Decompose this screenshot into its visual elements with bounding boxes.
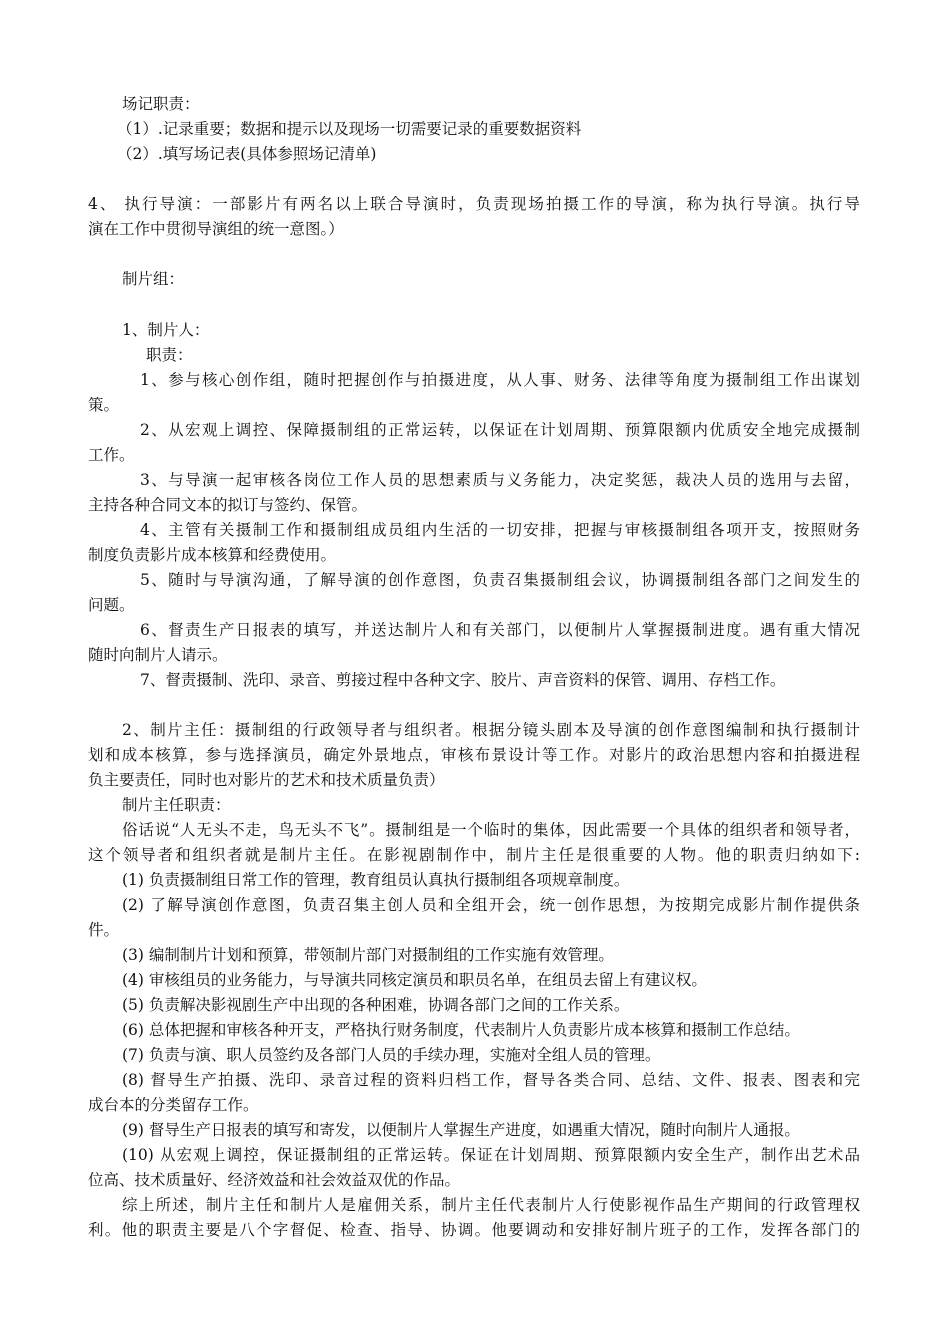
producer-duty-2-line-1: 2、从宏观上调控、保障摄制组的正常运转，以保证在计划周期、预算限额内优质安全地完成摄制 (140, 421, 860, 439)
dop-item-2-line-2: 件。 (88, 921, 120, 939)
exec-director-line-1: 4、 执行导演：一部影片有两名以上联合导演时，负责现场拍摄工作的导演，称为执行导演。执行导 (88, 195, 860, 213)
dop-item-3: (3) 编制制片计划和预算，带领制片部门对摄制组的工作实施有效管理。 (122, 946, 614, 964)
producer-duty-6-line-2: 随时向制片人请示。 (88, 646, 228, 664)
dop-item-10-line-1: (10) 从宏观上调控，保证摄制组的正常运转。保证在计划周期、预算限额内安全生产，制作出艺术品 (122, 1146, 860, 1164)
producer-duty-4-line-2: 制度负责影片成本核算和经费使用。 (88, 546, 337, 564)
producer-duty-1-line-2: 策。 (88, 396, 120, 414)
producer-duty-2-line-2: 工作。 (88, 446, 135, 464)
dop-item-5: (5) 负责解决影视剧生产中出现的各种困难，协调各部门之间的工作关系。 (122, 996, 630, 1014)
scene-record-item-2: （2）.填写场记表(具体参照场记清单) (117, 145, 377, 163)
production-group-heading: 制片组： (122, 270, 185, 288)
producer-duty-label: 职责： (146, 346, 193, 364)
dop-saying-line-2: 这个领导者和组织者就是制片主任。在影视剧制作中，制片主任是很重要的人物。他的职责归纳如下: (88, 846, 860, 864)
producer-duty-3-line-2: 主持各种合同文本的拟订与签约、保管。 (88, 496, 368, 514)
dop-intro-line-2: 划和成本核算，参与选择演员，确定外景地点，审核布景设计等工作。对影片的政治思想内容和拍摄进程 (88, 746, 860, 764)
producer-duty-3-line-1: 3、与导演一起审核各岗位工作人员的思想素质与义务能力，决定奖惩，裁决人员的选用与去留， (140, 471, 860, 489)
producer-duty-6-line-1: 6、督责生产日报表的填写，并送达制片人和有关部门，以便制片人掌握摄制进度。遇有重大情况 (140, 621, 860, 639)
dop-item-8-line-2: 成台本的分类留存工作。 (88, 1096, 259, 1114)
dop-item-7: (7) 负责与演、职人员签约及各部门人员的手续办理，实施对全组人员的管理。 (122, 1046, 661, 1064)
producer-duty-7: 7、督责摄制、洗印、录音、剪接过程中各种文字、胶片、声音资料的保管、调用、存档工作。 (140, 671, 786, 689)
dop-item-1: (1) 负责摄制组日常工作的管理，教育组员认真执行摄制组各项规章制度。 (122, 871, 630, 889)
dop-item-2-line-1: (2) 了解导演创作意图，负责召集主创人员和全组开会，统一创作思想，为按期完成影片制作提供条 (122, 896, 860, 914)
scene-record-item-1: （1）.记录重要；数据和提示以及现场一切需要记录的重要数据资料 (117, 120, 582, 138)
producer-duty-4-line-1: 4、主管有关摄制工作和摄制组成员组内生活的一切安排，把握与审核摄制组各项开支，按照财务 (140, 521, 860, 539)
dop-item-9: (9) 督导生产日报表的填写和寄发，以便制片人掌握生产进度，如遇重大情况，随时向制片人通报。 (122, 1121, 800, 1139)
producer-heading: 1、制片人： (122, 321, 210, 339)
dop-summary-line-2: 利。他的职责主要是八个字督促、检查、指导、协调。他要调动和安排好制片班子的工作，发挥各部门的 (88, 1221, 860, 1239)
producer-duty-5-line-2: 问题。 (88, 596, 135, 614)
producer-duty-5-line-1: 5、随时与导演沟通，了解导演的创作意图，负责召集摄制组会议，协调摄制组各部门之间发生的 (140, 571, 860, 589)
dop-item-4: (4) 审核组员的业务能力，与导演共同核定演员和职员名单，在组员去留上有建议权。 (122, 971, 707, 989)
dop-item-8-line-1: (8) 督导生产拍摄、洗印、录音过程的资料归档工作，督导各类合同、总结、文件、报表、图表和完 (122, 1071, 860, 1089)
dop-saying-line-1: 俗话说“人无头不走，鸟无头不飞”。摄制组是一个临时的集体，因此需要一个具体的组织者和领导者， (122, 821, 860, 839)
dop-summary-line-1: 综上所述，制片主任和制片人是雇佣关系，制片主任代表制片人行使影视作品生产期间的行政管理权 (122, 1196, 860, 1214)
dop-duty-heading: 制片主任职责： (122, 796, 231, 814)
scene-record-heading: 场记职责： (122, 95, 200, 113)
dop-intro-line-3: 负主要责任，同时也对影片的艺术和技术质量负责） (88, 771, 445, 789)
dop-item-6: (6) 总体把握和审核各种开支，严格执行财务制度，代表制片人负责影片成本核算和摄制工作总结。 (122, 1021, 800, 1039)
dop-item-10-line-2: 位高、技术质量好、经济效益和社会效益双优的作品。 (88, 1171, 461, 1189)
exec-director-line-2: 演在工作中贯彻导演组的统一意图。） (88, 220, 344, 238)
dop-intro-line-1: 2、制片主任：摄制组的行政领导者与组织者。根据分镜头剧本及导演的创作意图编制和执行摄制计 (122, 721, 860, 739)
producer-duty-1-line-1: 1、参与核心创作组，随时把握创作与拍摄进度，从人事、财务、法律等角度为摄制组工作出谋划 (140, 371, 860, 389)
